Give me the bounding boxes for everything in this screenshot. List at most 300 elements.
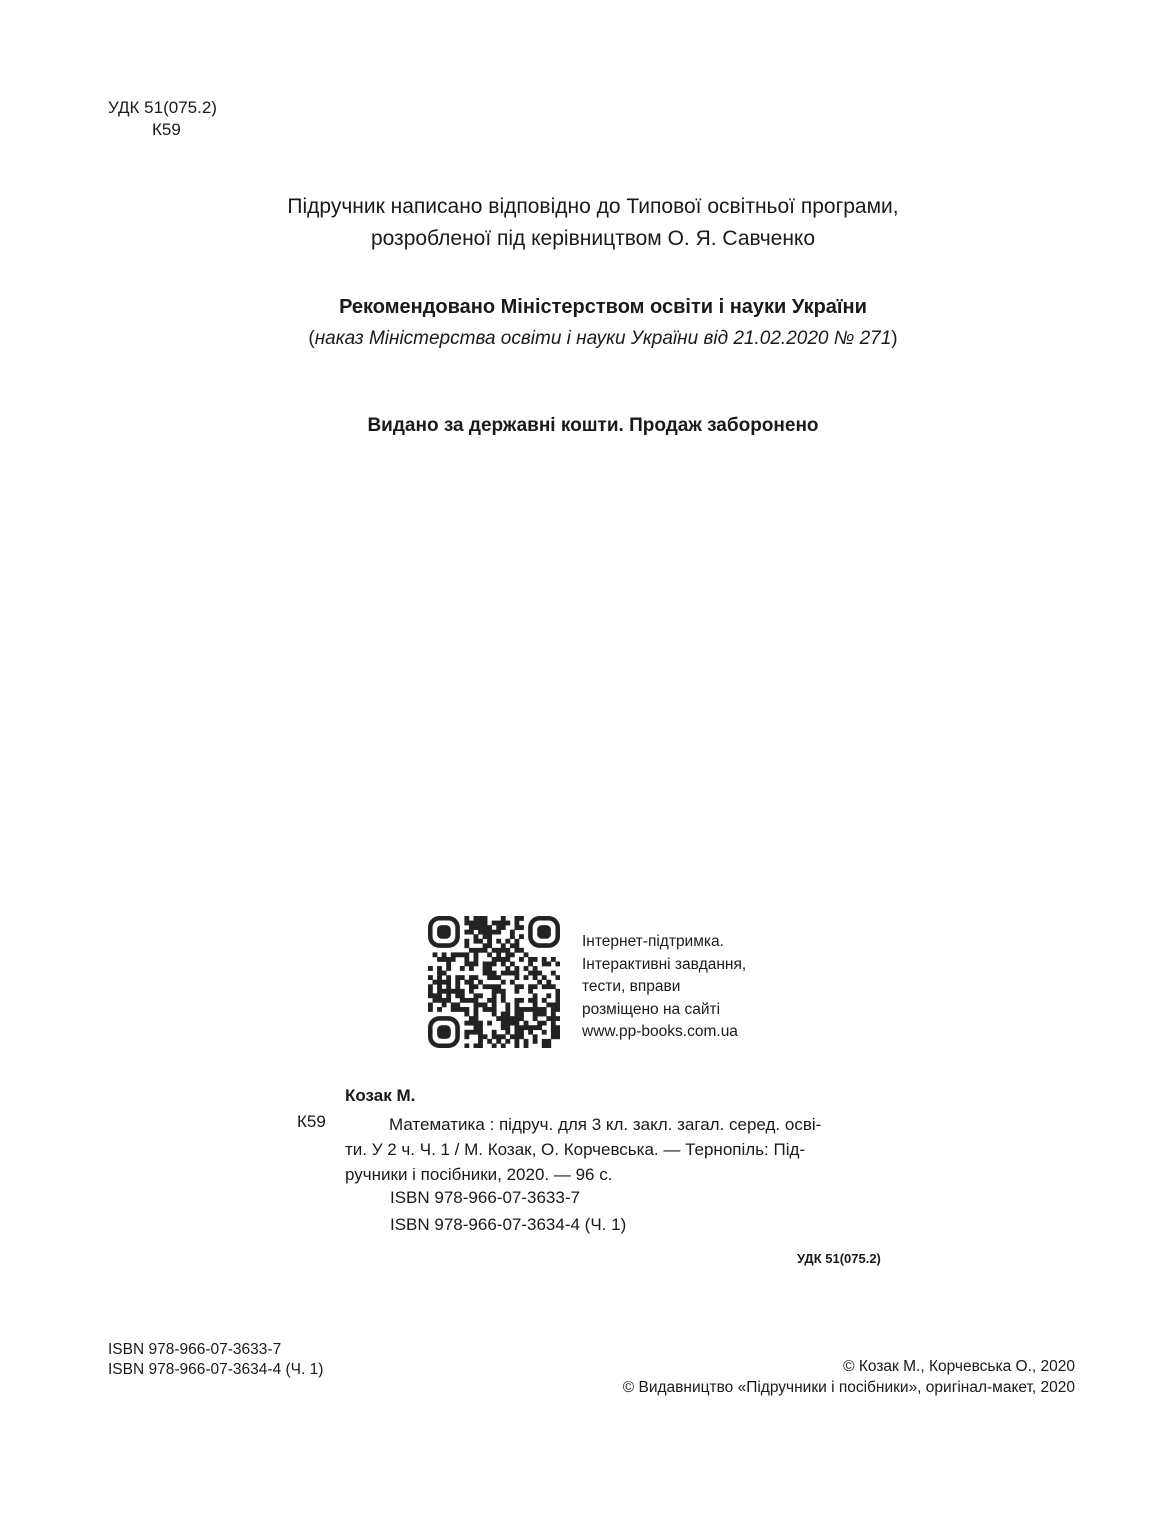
biblio-line: ти. У 2 ч. Ч. 1 / М. Козак, О. Корчевська. — Тернопіль: Під- (345, 1140, 806, 1159)
qr-module (474, 939, 479, 944)
qr-module (505, 1030, 510, 1035)
qr-module (555, 1016, 560, 1021)
qr-module (474, 916, 479, 921)
qr-module (514, 1007, 519, 1012)
qr-module (492, 1002, 497, 1007)
qr-module (528, 1030, 533, 1035)
qr-module (433, 952, 438, 957)
qr-module (483, 966, 488, 971)
qr-module (514, 975, 519, 980)
qr-module (487, 966, 492, 971)
qr-module (474, 1021, 479, 1026)
qr-module (474, 952, 479, 957)
qr-module (464, 939, 469, 944)
qr-module (442, 980, 447, 985)
qr-module (446, 984, 451, 989)
qr-module (524, 952, 529, 957)
qr-module (474, 993, 479, 998)
qr-finder-pattern (430, 918, 457, 945)
qr-module (505, 1002, 510, 1007)
qr-module (474, 1030, 479, 1035)
qr-module (464, 943, 469, 948)
qr-module (514, 984, 519, 989)
qr-module (514, 916, 519, 921)
qr-module (496, 952, 501, 957)
qr-module (496, 1039, 501, 1044)
qr-module (537, 1012, 542, 1017)
qr-module (483, 943, 488, 948)
qr-module (524, 1043, 529, 1048)
qr-module (524, 1007, 529, 1012)
qr-module (546, 1043, 551, 1048)
copyright-block (623, 1356, 1075, 1398)
qr-module (551, 1002, 556, 1007)
support-website: www.pp-books.com.ua (582, 1023, 738, 1040)
qr-module (496, 939, 501, 944)
qr-module (428, 1002, 433, 1007)
support-line: Інтернет-підтримка. (582, 933, 724, 950)
qr-module (501, 957, 506, 962)
qr-module (514, 998, 519, 1003)
qr-module (542, 1012, 547, 1017)
qr-module (483, 1007, 488, 1012)
qr-module (519, 916, 524, 921)
qr-module (496, 1034, 501, 1039)
qr-module (474, 1012, 479, 1017)
qr-module (551, 984, 556, 989)
qr-module (469, 966, 474, 971)
qr-module (469, 998, 474, 1003)
qr-module (496, 957, 501, 962)
qr-module (505, 952, 510, 957)
qr-module (555, 998, 560, 1003)
qr-module (483, 1002, 488, 1007)
qr-module (510, 952, 515, 957)
qr-module (464, 998, 469, 1003)
qr-module (519, 1030, 524, 1035)
qr-module (555, 989, 560, 994)
qr-module (496, 975, 501, 980)
qr-module (510, 1034, 515, 1039)
qr-module (501, 993, 506, 998)
qr-module (487, 998, 492, 1003)
qr-module (555, 1002, 560, 1007)
qr-module (442, 1002, 447, 1007)
qr-module (546, 962, 551, 967)
qr-module (505, 1021, 510, 1026)
qr-module (446, 980, 451, 985)
qr-module (437, 984, 442, 989)
qr-module (451, 989, 456, 994)
qr-module (478, 930, 483, 935)
qr-module (487, 1021, 492, 1026)
qr-module (528, 998, 533, 1003)
qr-module (555, 1007, 560, 1012)
qr-module (519, 1016, 524, 1021)
qr-module (496, 989, 501, 994)
qr-module (505, 966, 510, 971)
qr-module (433, 998, 438, 1003)
qr-module (533, 975, 538, 980)
biblio-line: ручники і посібники, 2020. — 96 с. (345, 1165, 613, 1184)
qr-module (474, 957, 479, 962)
qr-module (533, 1039, 538, 1044)
qr-module (478, 1034, 483, 1039)
qr-module (514, 1012, 519, 1017)
qr-module (514, 1039, 519, 1044)
qr-module (474, 1007, 479, 1012)
qr-module (446, 975, 451, 980)
qr-module (533, 1025, 538, 1030)
qr-module (496, 930, 501, 935)
qr-module (460, 1007, 465, 1012)
qr-module (505, 921, 510, 926)
qr-module (514, 939, 519, 944)
qr-module (492, 1012, 497, 1017)
qr-module (455, 1002, 460, 1007)
qr-module (533, 1016, 538, 1021)
qr-module (514, 966, 519, 971)
qr-module (492, 957, 497, 962)
qr-module (551, 971, 556, 976)
qr-module (514, 1030, 519, 1035)
qr-module (464, 1012, 469, 1017)
qr-module (469, 948, 474, 953)
qr-module (519, 1007, 524, 1012)
qr-module (469, 921, 474, 926)
qr-module (492, 998, 497, 1003)
qr-module (469, 930, 474, 935)
qr-module (551, 957, 556, 962)
qr-code[interactable] (428, 916, 560, 1048)
qr-module (537, 1021, 542, 1026)
qr-module (474, 934, 479, 939)
qr-module (483, 916, 488, 921)
qr-module (492, 1030, 497, 1035)
qr-module (551, 1016, 556, 1021)
qr-module (505, 1016, 510, 1021)
qr-module (464, 1021, 469, 1026)
qr-module (555, 993, 560, 998)
qr-module (478, 1039, 483, 1044)
qr-module (487, 975, 492, 980)
qr-module (542, 1043, 547, 1048)
qr-module (464, 962, 469, 967)
qr-module (464, 957, 469, 962)
qr-finder-pattern (430, 1018, 457, 1045)
qr-module (460, 966, 465, 971)
qr-module (524, 966, 529, 971)
qr-module (537, 1025, 542, 1030)
qr-module (542, 1039, 547, 1044)
qr-module (478, 1043, 483, 1048)
qr-module (533, 993, 538, 998)
catalog-code: К59 (152, 120, 181, 139)
qr-module (474, 921, 479, 926)
qr-module (474, 998, 479, 1003)
qr-module (474, 984, 479, 989)
qr-module (487, 971, 492, 976)
qr-module (546, 984, 551, 989)
qr-module (428, 984, 433, 989)
qr-module (501, 989, 506, 994)
qr-module (514, 1016, 519, 1021)
qr-module (537, 980, 542, 985)
qr-module (428, 975, 433, 980)
qr-module (469, 975, 474, 980)
qr-module (519, 1034, 524, 1039)
qr-module (446, 966, 451, 971)
qr-module (528, 989, 533, 994)
qr-module (519, 998, 524, 1003)
qr-module (501, 916, 506, 921)
qr-module (428, 966, 433, 971)
qr-module (555, 1025, 560, 1030)
qr-module (528, 971, 533, 976)
qr-module (528, 962, 533, 967)
qr-module (510, 934, 515, 939)
qr-module (455, 993, 460, 998)
qr-module (455, 975, 460, 980)
qr-module (546, 1016, 551, 1021)
program-note-line-2: розробленої під керівництвом О. Я. Савченко (370, 227, 816, 250)
qr-module (460, 952, 465, 957)
qr-module (492, 948, 497, 953)
qr-module (428, 1007, 433, 1012)
qr-module (492, 975, 497, 980)
qr-module (533, 1007, 538, 1012)
qr-module (537, 971, 542, 976)
qr-module (501, 980, 506, 985)
qr-module (437, 957, 442, 962)
qr-module (442, 998, 447, 1003)
qr-module (446, 993, 451, 998)
qr-module (442, 971, 447, 976)
qr-module (514, 948, 519, 953)
qr-module (501, 948, 506, 953)
qr-module (455, 952, 460, 957)
qr-module (478, 939, 483, 944)
qr-module (551, 1007, 556, 1012)
qr-module (487, 925, 492, 930)
qr-module (474, 1002, 479, 1007)
recommendation-order-text: наказ Міністерства освіти і науки України від 21.02.2020 № 271 (314, 328, 892, 349)
qr-module (478, 1025, 483, 1030)
qr-module (483, 962, 488, 967)
udk-code: УДК 51(075.2) (108, 98, 217, 117)
qr-module (469, 1016, 474, 1021)
qr-module (524, 975, 529, 980)
qr-module (496, 984, 501, 989)
qr-module (510, 930, 515, 935)
qr-module (469, 925, 474, 930)
qr-module (428, 989, 433, 994)
qr-module (483, 1034, 488, 1039)
qr-module (501, 1025, 506, 1030)
qr-module (542, 984, 547, 989)
qr-module (546, 980, 551, 985)
footer-isbn-part: ISBN 978-966-07-3634-4 (Ч. 1) (108, 1361, 324, 1378)
qr-module (555, 975, 560, 980)
qr-module (469, 1021, 474, 1026)
qr-module (492, 1034, 497, 1039)
qr-module (505, 1025, 510, 1030)
qr-module (464, 1043, 469, 1048)
qr-module (464, 1034, 469, 1039)
qr-module (492, 989, 497, 994)
qr-module (505, 939, 510, 944)
qr-module (442, 989, 447, 994)
qr-module (505, 1039, 510, 1044)
qr-module (510, 1021, 515, 1026)
copyright-publisher: © Видавництво «Підручники і посібники», оригінал-макет, 2020 (622, 1379, 1075, 1396)
qr-module (446, 998, 451, 1003)
qr-module (483, 971, 488, 976)
qr-module (478, 1030, 483, 1035)
qr-module (533, 1034, 538, 1039)
qr-module (469, 1030, 474, 1035)
qr-module (455, 989, 460, 994)
qr-module (464, 921, 469, 926)
qr-module (514, 943, 519, 948)
qr-module (469, 962, 474, 967)
catalog-isbn-part: ISBN 978-966-07-3634-4 (Ч. 1) (390, 1215, 627, 1234)
qr-module (487, 952, 492, 957)
qr-module (510, 980, 515, 985)
qr-module (542, 1030, 547, 1035)
qr-module (519, 934, 524, 939)
qr-module (478, 980, 483, 985)
qr-module (551, 1021, 556, 1026)
qr-module (469, 984, 474, 989)
qr-module (519, 957, 524, 962)
qr-module (546, 993, 551, 998)
qr-module (524, 1039, 529, 1044)
qr-module (464, 916, 469, 921)
qr-finder-pattern (530, 918, 557, 945)
qr-module (464, 980, 469, 985)
copyright-authors: © Козак М., Корчевська О., 2020 (843, 1358, 1075, 1375)
qr-module (528, 1007, 533, 1012)
qr-module (492, 962, 497, 967)
qr-module (437, 966, 442, 971)
qr-module (487, 939, 492, 944)
qr-module (501, 1016, 506, 1021)
qr-module (542, 1007, 547, 1012)
qr-module (446, 962, 451, 967)
qr-module (460, 975, 465, 980)
qr-module (437, 975, 442, 980)
qr-module (496, 925, 501, 930)
qr-module (505, 1007, 510, 1012)
qr-module (496, 948, 501, 953)
qr-module (460, 989, 465, 994)
online-support-text (582, 931, 746, 1044)
qr-module (474, 948, 479, 953)
qr-module (464, 1030, 469, 1035)
qr-module (451, 957, 456, 962)
qr-module (437, 980, 442, 985)
catalog-card-code: К59 (297, 1112, 326, 1131)
qr-module (437, 1007, 442, 1012)
qr-module (483, 984, 488, 989)
recommendation-order: (наказ Міністерства освіти і науки України від 21.02.2020 № 271) (308, 328, 898, 349)
qr-module (469, 989, 474, 994)
qr-module (533, 1002, 538, 1007)
qr-module (533, 998, 538, 1003)
qr-module (555, 1030, 560, 1035)
qr-module (551, 1030, 556, 1035)
qr-module (464, 930, 469, 935)
qr-module (501, 1021, 506, 1026)
qr-module (487, 962, 492, 967)
qr-module (501, 962, 506, 967)
qr-module (451, 1007, 456, 1012)
qr-module (514, 1025, 519, 1030)
qr-module (483, 921, 488, 926)
qr-module (514, 1002, 519, 1007)
qr-module (533, 966, 538, 971)
qr-module (510, 971, 515, 976)
qr-module (433, 993, 438, 998)
qr-module (455, 984, 460, 989)
catalog-isbn-set: ISBN 978-966-07-3633-7 (390, 1188, 580, 1207)
qr-module (514, 1043, 519, 1048)
qr-module (433, 980, 438, 985)
qr-module (478, 921, 483, 926)
qr-module (501, 921, 506, 926)
qr-module (451, 952, 456, 957)
qr-module (496, 1016, 501, 1021)
biblio-line: Математика : підруч. для 3 кл. закл. загал. серед. осві- (389, 1115, 822, 1134)
qr-module (555, 962, 560, 967)
qr-module (501, 1043, 506, 1048)
qr-module (510, 1016, 515, 1021)
qr-module (478, 993, 483, 998)
qr-module (492, 984, 497, 989)
qr-module (524, 1021, 529, 1026)
qr-module (528, 1025, 533, 1030)
qr-module (483, 934, 488, 939)
qr-module (551, 1025, 556, 1030)
qr-module (474, 975, 479, 980)
qr-module (492, 1043, 497, 1048)
qr-module (496, 921, 501, 926)
qr-module (487, 1007, 492, 1012)
qr-module (464, 952, 469, 957)
footer-isbn-set: ISBN 978-966-07-3633-7 (108, 1341, 282, 1358)
qr-module (451, 1002, 456, 1007)
qr-module (442, 957, 447, 962)
qr-module (474, 1025, 479, 1030)
qr-module (437, 993, 442, 998)
qr-module (478, 948, 483, 953)
qr-module (555, 1034, 560, 1039)
qr-module (542, 957, 547, 962)
qr-module (460, 998, 465, 1003)
catalog-udk: УДК 51(075.2) (797, 1251, 881, 1266)
qr-module (428, 993, 433, 998)
bibliographic-description (345, 1112, 905, 1187)
qr-module (446, 989, 451, 994)
catalog-author: Козак М. (345, 1086, 416, 1105)
qr-module (514, 1021, 519, 1026)
qr-module (505, 1012, 510, 1017)
qr-module (437, 971, 442, 976)
qr-module (542, 1021, 547, 1026)
qr-module (501, 943, 506, 948)
qr-module (514, 989, 519, 994)
